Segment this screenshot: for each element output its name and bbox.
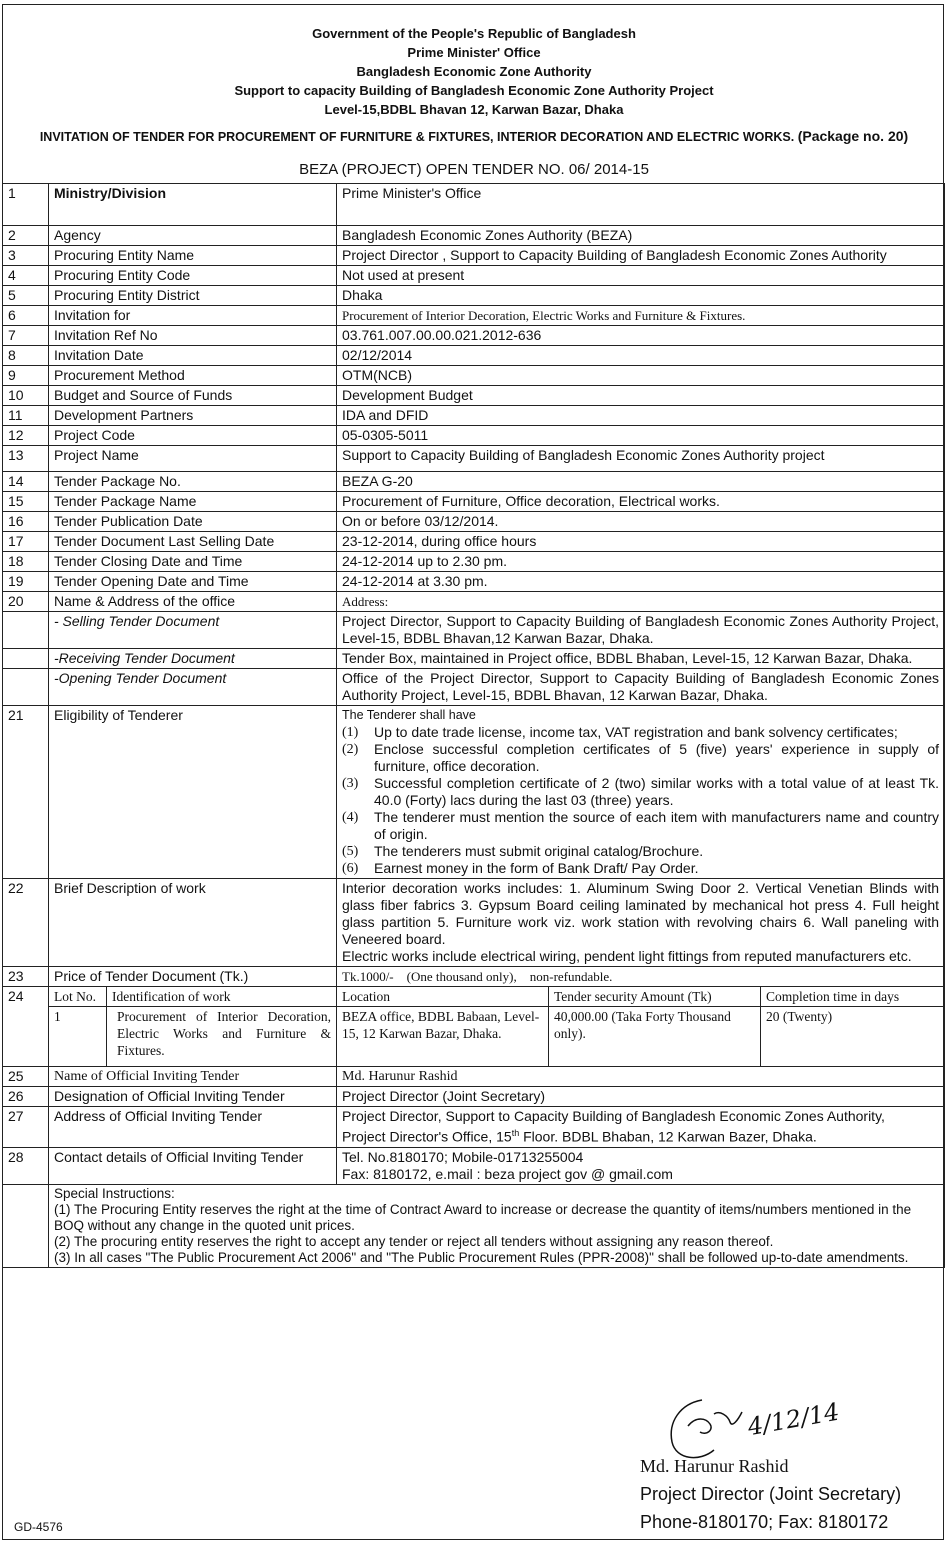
table-row: [3, 987, 945, 1007]
row-number: 18: [3, 552, 49, 572]
row-number: 19: [3, 572, 49, 592]
tender-number: BEZA (PROJECT) OPEN TENDER NO. 06/ 2014-15: [299, 161, 649, 178]
row-label: Tender Closing Date and Time: [49, 552, 337, 572]
header-office: Prime Minister' Office: [407, 45, 541, 60]
table-row: [3, 612, 945, 649]
row-value: Tender Box, maintained in Project office, BDBL Bhaban, Level-15, 12 Karwan Bazar, Dhaka.: [337, 649, 945, 669]
item-marker: (6): [342, 861, 359, 876]
row-value: Not used at present: [337, 266, 945, 286]
table-row: [3, 386, 945, 406]
table-row: [3, 669, 945, 706]
item-text: The tenderers must submit original catalog/Brochure.: [374, 843, 704, 859]
row-number: 8: [3, 346, 49, 366]
row-value: 03.761.007.00.00.021.2012-636: [337, 326, 945, 346]
row-number: 4: [3, 266, 49, 286]
row-value: Prime Minister's Office: [337, 184, 945, 226]
table-row: [3, 532, 945, 552]
row-label: Tender Document Last Selling Date: [49, 532, 337, 552]
list-item: [342, 775, 939, 809]
table-row: [3, 552, 945, 572]
floor-suffix: th: [511, 1128, 520, 1138]
signature-date: 4/12/14: [745, 1397, 842, 1442]
row-label: -Opening Tender Document: [49, 669, 337, 706]
row-number: 22: [3, 879, 49, 967]
row-number: 2: [3, 226, 49, 246]
table-row: [3, 879, 945, 967]
row-value: Procurement of Interior Decoration, Electric Works and Furniture & Fixtures.: [337, 306, 945, 326]
header-address: Level-15,BDBL Bhavan 12, Karwan Bazar, Dhaka: [324, 102, 624, 117]
work-location: BEZA office, BDBL Babaan, Level-15, 12 Karwan Bazar, Dhaka.: [337, 1007, 549, 1067]
header-project: Support to capacity Building of Bangladesh Economic Zone Authority Project: [234, 83, 714, 98]
row-number: 25: [3, 1067, 49, 1087]
signatory-block: [640, 1452, 901, 1536]
item-marker: (3): [342, 776, 359, 791]
tender-security-amount: 40,000.00 (Taka Forty Thousand only).: [549, 1007, 761, 1067]
row-number: 5: [3, 286, 49, 306]
special-instruction-2: (2) The procuring entity reserves the right to accept any tender or reject all tenders without assigning any reason thereof.: [54, 1233, 774, 1249]
row-number: 17: [3, 532, 49, 552]
tender-title-text: INVITATION OF TENDER FOR PROCUREMENT OF FURNITURE & FIXTURES, INTERIOR DECORATION AND ELECTRIC WORKS.: [39, 130, 795, 144]
row-value: Address:: [337, 592, 945, 612]
row-value: Procurement of Furniture, Office decoration, Electrical works.: [337, 492, 945, 512]
row-value: Project Director, Support to Capacity Building of Bangladesh Economic Zones Authority Project, Level-15, BDBL Bhavan,12 Karwan Bazar, Dhaka.: [337, 612, 945, 649]
row-value: Project Director (Joint Secretary): [337, 1087, 945, 1107]
contact-details: [337, 1147, 945, 1184]
table-row: [3, 266, 945, 286]
row-value: 23-12-2014, during office hours: [337, 532, 945, 552]
row-value: Tk.1000/- (One thousand only), non-refundable.: [337, 967, 945, 987]
signatory-designation: Project Director (Joint Secretary): [640, 1484, 902, 1504]
item-marker: (4): [342, 810, 359, 825]
row-number: [3, 1184, 49, 1267]
security-header: Tender security Amount (Tk): [549, 987, 761, 1007]
package-number: (Package no. 20): [797, 128, 909, 144]
table-row: [3, 1067, 945, 1087]
row-label: Project Name: [49, 446, 337, 472]
row-number: 20: [3, 592, 49, 612]
row-label: Project Code: [49, 426, 337, 446]
row-label: Contact details of Official Inviting Tender: [49, 1147, 337, 1184]
row-label: Tender Package Name: [49, 492, 337, 512]
row-value: Office of the Project Director, Support to Capacity Building of Bangladesh Economic Zones Authority Project, Level-15, BDBL Bhavan, 12 Karwan Bazar, Dhaka.: [337, 669, 945, 706]
row-value: IDA and DFID: [337, 406, 945, 426]
list-item: [342, 741, 939, 775]
row-value: Bangladesh Economic Zones Authority (BEZA): [337, 226, 945, 246]
table-row: [3, 246, 945, 266]
lot-number: 1: [49, 1007, 107, 1067]
row-label: Address of Official Inviting Tender: [49, 1107, 337, 1148]
row-value: Project Director , Support to Capacity Building of Bangladesh Economic Zones Authority: [337, 246, 945, 266]
row-number: 6: [3, 306, 49, 326]
eligibility-items: [342, 724, 939, 877]
completion-time: 20 (Twenty): [761, 1007, 945, 1067]
row-label: Development Partners: [49, 406, 337, 426]
row-label: Agency: [49, 226, 337, 246]
row-label: Invitation Date: [49, 346, 337, 366]
address-building: Floor. BDBL Bhaban, 12 Karwan Bazer, Dhaka.: [519, 1128, 817, 1145]
row-label: Tender Opening Date and Time: [49, 572, 337, 592]
row-number: 10: [3, 386, 49, 406]
row-number: 3: [3, 246, 49, 266]
special-instruction-1: (1) The Procuring Entity reserves the right at the time of Contract Award to increase or decrease the quantity of items/numbers mentioned in the BOQ without any change in the quoted unit prices.: [54, 1201, 912, 1233]
row-value: 05-0305-5011: [337, 426, 945, 446]
list-item: [342, 843, 939, 860]
table-row: [3, 512, 945, 532]
row-label: Designation of Official Inviting Tender: [49, 1087, 337, 1107]
table-row: [3, 306, 945, 326]
tender-details-table: [2, 183, 945, 1268]
row-number: 9: [3, 366, 49, 386]
item-text: Successful completion certificate of 2 (two) similar works with a total value of at least Tk. 40.0 (Forty) lacs during the last 03 (three) years.: [374, 775, 940, 808]
item-marker: (2): [342, 742, 359, 757]
description-electric: Electric works include electrical wiring, pendent light fittings from reputed manufacturers etc.: [342, 948, 912, 964]
table-row: [3, 326, 945, 346]
row-number: 24: [3, 987, 49, 1067]
identification-of-work: Procurement of Interior Decoration, Electric Works and Furniture & Fixtures.: [107, 1007, 337, 1067]
row-label: Eligibility of Tenderer: [49, 706, 337, 879]
row-number: 28: [3, 1147, 49, 1184]
special-instructions: [49, 1184, 945, 1267]
row-number: 14: [3, 472, 49, 492]
table-row: [3, 366, 945, 386]
description-interior: Interior decoration works includes: 1. Aluminum Swing Door 2. Vertical Venetian Blinds with glass fiber fabrics 3. Gypsum Board ceiling laminated by mechanical hot press 4. Full height glass partition 5. Furniture work viz. work station with revolving chairs 6. Wall paneling with Veneered board.: [342, 880, 940, 947]
row-number: 7: [3, 326, 49, 346]
table-row: [3, 592, 945, 612]
item-marker: (1): [342, 725, 359, 740]
row-label: Brief Description of work: [49, 879, 337, 967]
table-row: [3, 1087, 945, 1107]
table-row: [3, 286, 945, 306]
location-header: Location: [337, 987, 549, 1007]
tender-title: [0, 128, 948, 144]
row-label: Tender Publication Date: [49, 512, 337, 532]
row-number: 21: [3, 706, 49, 879]
row-number: 12: [3, 426, 49, 446]
special-instruction-3: (3) In all cases "The Public Procurement Act 2006" and "The Public Procurement Rules (PPR-2008)" shall be followed up-to-date amendments.: [54, 1249, 909, 1265]
table-row: [3, 446, 945, 472]
row-value: OTM(NCB): [337, 366, 945, 386]
row-label: Price of Tender Document (Tk.): [49, 967, 337, 987]
header-government: Government of the People's Republic of Bangladesh: [312, 26, 636, 41]
row-label: Procuring Entity Code: [49, 266, 337, 286]
table-row: [3, 426, 945, 446]
table-row: [3, 226, 945, 246]
item-text: Earnest money in the form of Bank Draft/ Pay Order.: [374, 860, 699, 876]
item-text: Enclose successful completion certificates of 5 (five) years' experience in supply of furniture, office decoration.: [374, 741, 940, 774]
row-label: Procuring Entity Name: [49, 246, 337, 266]
document-header: [0, 24, 948, 119]
table-row: [3, 706, 945, 879]
table-row: [3, 1107, 945, 1148]
table-row: [3, 1184, 945, 1267]
completion-header: Completion time in days: [761, 987, 945, 1007]
item-text: The tenderer must mention the source of each item with manufacturers name and country of origin.: [374, 809, 940, 842]
row-value: On or before 03/12/2014.: [337, 512, 945, 532]
row-label: - Selling Tender Document: [49, 612, 337, 649]
address-office: Project Director's Office, 15: [342, 1128, 512, 1145]
signatory-contact: Phone-8180170; Fax: 8180172: [640, 1512, 889, 1532]
identification-header: Identification of work: [107, 987, 337, 1007]
list-item: [342, 724, 939, 741]
row-value: Dhaka: [337, 286, 945, 306]
row-label: Procurement Method: [49, 366, 337, 386]
row-label: Name & Address of the office: [49, 592, 337, 612]
work-description: [337, 879, 945, 967]
row-number: 15: [3, 492, 49, 512]
signatory-name: Md. Harunur Rashid: [640, 1456, 789, 1476]
row-label: Budget and Source of Funds: [49, 386, 337, 406]
row-number: 11: [3, 406, 49, 426]
table-row: [3, 184, 945, 226]
item-text: Up to date trade license, income tax, VAT registration and bank solvency certificates;: [374, 724, 898, 740]
list-item: [342, 860, 939, 877]
table-row: [3, 572, 945, 592]
row-number: 13: [3, 446, 49, 472]
row-label: Tender Package No.: [49, 472, 337, 492]
address-line-2: [342, 1125, 939, 1146]
table-row: [3, 1007, 945, 1067]
table-row: [3, 1147, 945, 1184]
row-value: Development Budget: [337, 386, 945, 406]
row-label: Name of Official Inviting Tender: [49, 1067, 337, 1087]
table-row: [3, 492, 945, 512]
row-number: [3, 669, 49, 706]
row-label: Invitation Ref No: [49, 326, 337, 346]
table-row: [3, 649, 945, 669]
row-number: 27: [3, 1107, 49, 1148]
item-marker: (5): [342, 844, 359, 859]
lot-header: Lot No.: [49, 987, 107, 1007]
row-number: 1: [3, 184, 49, 226]
eligibility-intro: The Tenderer shall have: [342, 708, 476, 722]
row-label: -Receiving Tender Document: [49, 649, 337, 669]
row-value: 24-12-2014 at 3.30 pm.: [337, 572, 945, 592]
row-number: [3, 649, 49, 669]
eligibility-list: [337, 706, 945, 879]
row-label: Ministry/Division: [49, 184, 337, 226]
row-value: 24-12-2014 up to 2.30 pm.: [337, 552, 945, 572]
header-authority: Bangladesh Economic Zone Authority: [356, 64, 592, 79]
special-instructions-title: Special Instructions:: [54, 1185, 175, 1201]
official-address: [337, 1107, 945, 1148]
row-value: Support to Capacity Building of Bangladesh Economic Zones Authority project: [337, 446, 945, 472]
address-line-1: Project Director, Support to Capacity Building of Bangladesh Economic Zones Authority,: [342, 1108, 885, 1124]
row-value: BEZA G-20: [337, 472, 945, 492]
document-code: GD-4576: [14, 1520, 63, 1534]
row-label: Procuring Entity District: [49, 286, 337, 306]
row-number: 23: [3, 967, 49, 987]
table-row: [3, 472, 945, 492]
table-row: [3, 346, 945, 366]
list-item: [342, 809, 939, 843]
row-number: 26: [3, 1087, 49, 1107]
row-label: Invitation for: [49, 306, 337, 326]
contact-phone: Tel. No.8180170; Mobile-01713255004: [342, 1148, 584, 1165]
table-row: [3, 967, 945, 987]
row-number: [3, 612, 49, 649]
row-value: 02/12/2014: [337, 346, 945, 366]
row-number: 16: [3, 512, 49, 532]
row-value: Md. Harunur Rashid: [337, 1067, 945, 1087]
table-row: [3, 406, 945, 426]
contact-fax-email: Fax: 8180172, e.mail : beza project gov @ gmail.com: [342, 1165, 673, 1182]
